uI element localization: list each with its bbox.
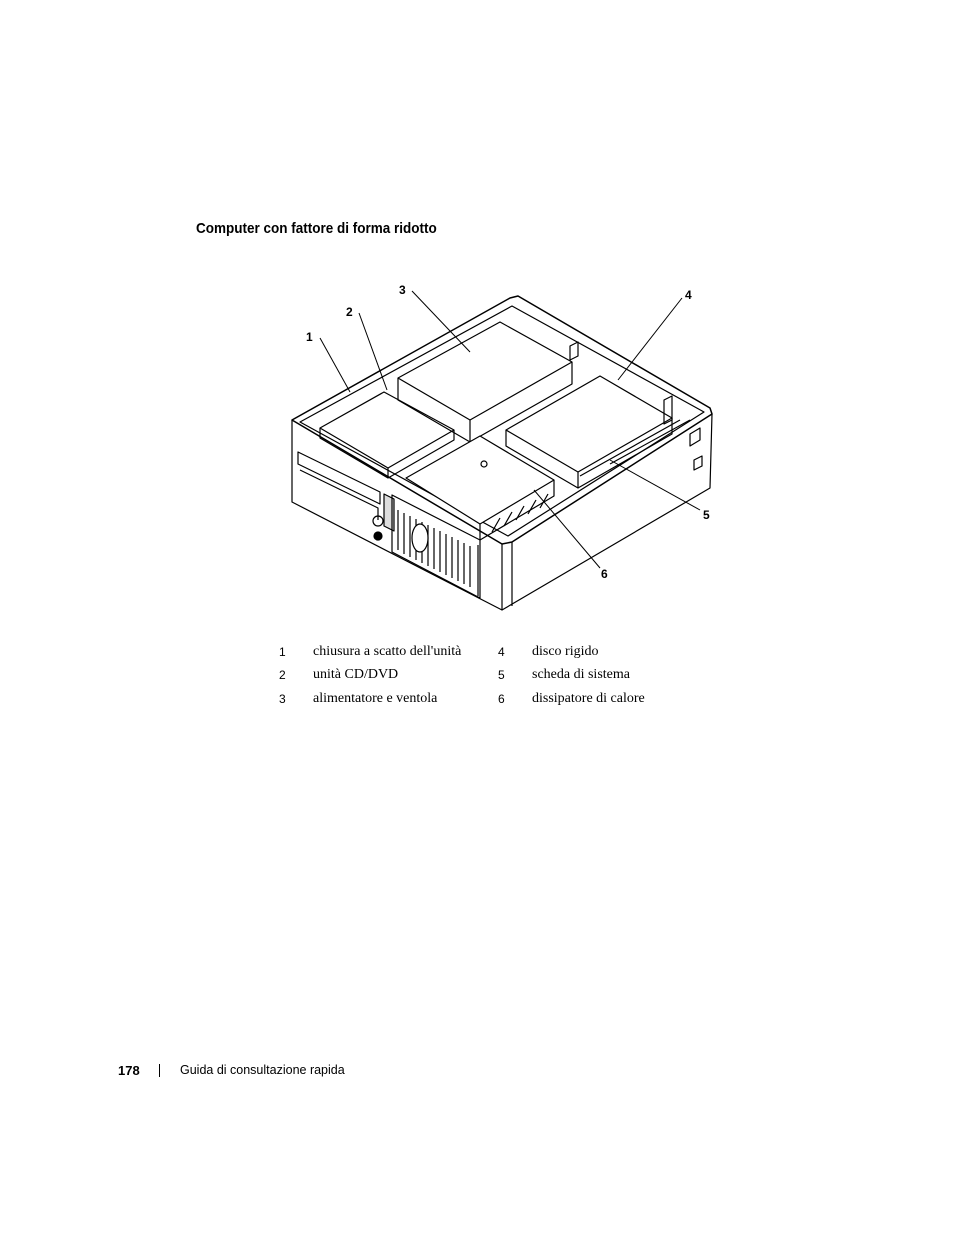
legend-row (272, 640, 710, 664)
callout-5: 5 (703, 508, 710, 522)
section-heading: Computer con fattore di forma ridotto (196, 220, 437, 237)
legend-label: chiusura a scatto dell'unità (313, 643, 462, 659)
legend-number: 4 (498, 644, 505, 659)
legend-number: 3 (279, 691, 286, 706)
computer-chassis-drawing (280, 280, 720, 620)
callout-3: 3 (399, 283, 406, 297)
callout-4: 4 (685, 288, 692, 302)
callout-6: 6 (601, 567, 608, 581)
callout-1: 1 (306, 330, 313, 344)
legend-number: 1 (279, 644, 286, 659)
footer-title: Guida di consultazione rapida (180, 1063, 345, 1077)
legend-label: scheda di sistema (532, 667, 630, 683)
legend-number: 2 (279, 668, 286, 683)
legend-number: 5 (498, 668, 505, 683)
page-number: 178 (118, 1063, 140, 1078)
legend-label: dissipatore di calore (532, 690, 645, 706)
computer-illustration (280, 280, 720, 620)
legend-label: unità CD/DVD (313, 667, 399, 683)
legend-label: alimentatore e ventola (313, 690, 438, 706)
legend-table (272, 640, 710, 711)
legend-label: disco rigido (532, 643, 599, 659)
figure-legend (272, 640, 710, 711)
legend-number: 6 (498, 691, 505, 706)
footer-divider (159, 1064, 160, 1077)
callout-2: 2 (346, 305, 353, 319)
legend-row (272, 687, 710, 711)
legend-row (272, 664, 710, 688)
